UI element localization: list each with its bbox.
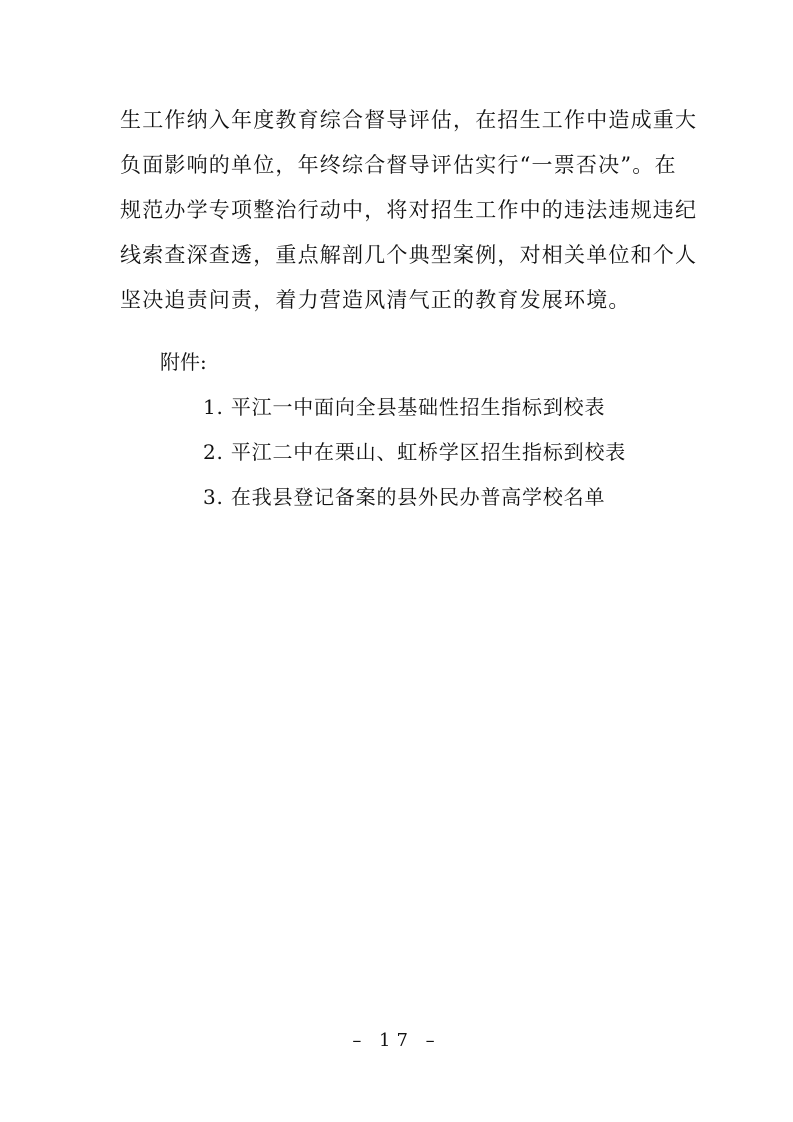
page-number: – 17 –	[352, 1030, 441, 1051]
paragraph-line: 线索查深查透，重点解剖几个典型案例，对相关单位和个人	[120, 243, 698, 267]
paragraph-line: 负面影响的单位，年终综合督导评估实行“一票否决”。在	[120, 153, 677, 177]
paragraph-line: 生工作纳入年度教育综合督导评估，在招生工作中造成重大	[120, 108, 698, 132]
attachment-item: 3. 在我县登记备案的县外民办普高学校名单	[203, 485, 606, 509]
attachments-label: 附件:	[160, 350, 207, 374]
paragraph-line: 坚决追责问责，着力营造风清气正的教育发展环境。	[120, 288, 631, 312]
attachments-section	[120, 340, 680, 520]
attachment-item: 2. 平江二中在栗山、虹桥学区招生指标到校表	[203, 440, 627, 464]
paragraph-line: 规范办学专项整治行动中，将对招生工作中的违法违规违纪	[120, 198, 698, 222]
attachment-item: 1. 平江一中面向全县基础性招生指标到校表	[203, 395, 606, 419]
body-paragraph	[120, 98, 698, 323]
